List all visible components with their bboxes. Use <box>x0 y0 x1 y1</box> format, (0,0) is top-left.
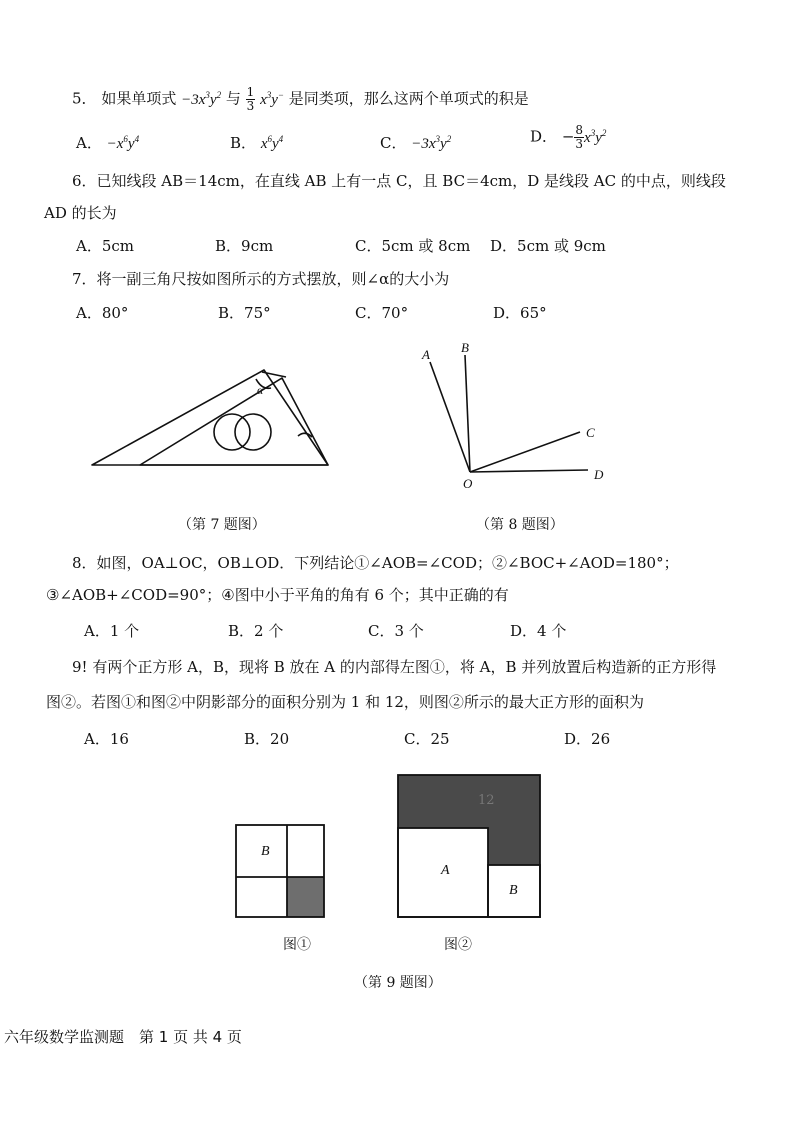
q5-monomial-2: $x^3y^-$ <box>260 89 284 108</box>
q5-text-b: 是同类项，那么这两个单项式的积是 <box>288 89 529 108</box>
q7-stem: 7．将一副三角尺按如图所示的方式摆放，则∠α的大小为 <box>72 270 450 288</box>
q8-stem-line2: ③∠AOB+∠COD=90°；④图中小于平角的角有 6 个；其中正确的有 <box>46 586 509 604</box>
q7-alpha-label: α <box>257 383 264 397</box>
q5-fraction: $\frac{1}{3}$ <box>246 85 255 113</box>
q8-option-d: D．4 个 <box>510 622 567 640</box>
q5-text-a: 如果单项式 <box>101 89 177 108</box>
q5-option-d: D． − $\frac{8}{3}$ $x^3y^2$ <box>530 123 607 151</box>
q9-option-d: D．26 <box>564 730 611 748</box>
q5-conjunction: 与 <box>225 89 241 108</box>
q9-stem-line1: 9! 有两个正方形 A，B，现将 B 放在 A 的内部得左图①，将 A，B 并列放置后构造新的正方形得 <box>72 658 717 676</box>
q8-stem-line1: 8．如图，OA⊥OC，OB⊥OD．下列结论①∠AOB=∠COD；②∠BOC+∠AOD=180°； <box>72 554 679 572</box>
q8-label-o: O <box>463 476 473 491</box>
q9-fig2-label-b: B <box>509 883 518 898</box>
q9-option-c: C．25 <box>404 730 450 748</box>
q7-option-a: A．80° <box>76 304 129 322</box>
q9-caption: （第 9 题图） <box>354 975 442 991</box>
q8-label-d: D <box>594 467 604 482</box>
q8-label-c: C <box>586 425 595 440</box>
q9-fig1-caption: 图① <box>283 937 311 953</box>
q9-stem-line2: 图②。若图①和图②中阴影部分的面积分别为 1 和 12，则图②所示的最大正方形的面积为 <box>46 693 644 711</box>
q9-option-a: A．16 <box>84 730 129 748</box>
q8-option-a: A．1 个 <box>84 622 140 640</box>
q8-label-b: B <box>461 340 469 355</box>
q5-option-b: B． $x^6y^4$ <box>230 134 284 152</box>
q6-option-b: B．9cm <box>215 237 274 255</box>
q9-fig2-label-a: A <box>441 863 450 878</box>
q6-option-c: C．5cm 或 8cm <box>355 237 471 255</box>
q9-option-b: B．20 <box>244 730 290 748</box>
q8-option-c: C．3 个 <box>368 622 424 640</box>
q6-option-d: D．5cm 或 9cm <box>490 237 606 255</box>
q6-option-a: A．5cm <box>76 237 135 255</box>
q6-stem-line1: 6．已知线段 AB＝14cm，在直线 AB 上有一点 C，且 BC＝4cm，D 是线段 AC 的中点，则线段 <box>72 172 726 190</box>
q7-option-d: D．65° <box>493 304 547 322</box>
q7-caption: （第 7 题图） <box>178 517 266 533</box>
q9-fig2-area-mark: 12 <box>478 793 495 808</box>
q7-option-c: C．70° <box>355 304 409 322</box>
q8-caption: （第 8 题图） <box>476 517 564 533</box>
q8-label-a: A <box>422 347 430 362</box>
q9-fig1-label-b: B <box>261 844 270 859</box>
q9-fig2-shaded-region <box>398 775 540 865</box>
q5-number: 5． <box>72 89 97 108</box>
q5-monomial-1: $-3x^3y^2$ <box>181 89 222 108</box>
q9-fig2-caption: 图② <box>444 937 472 953</box>
q6-stem-line2: AD 的长为 <box>44 204 117 222</box>
q7-option-b: B．75° <box>218 304 271 322</box>
page-footer: 六年级数学监测题 第 1 页 共 4 页 <box>4 1028 242 1046</box>
q8-option-b: B．2 个 <box>228 622 284 640</box>
q5-option-c: C． $-3x^3y^2$ <box>380 134 452 152</box>
q5-option-a: A． $-x^6y^4$ <box>76 134 140 152</box>
